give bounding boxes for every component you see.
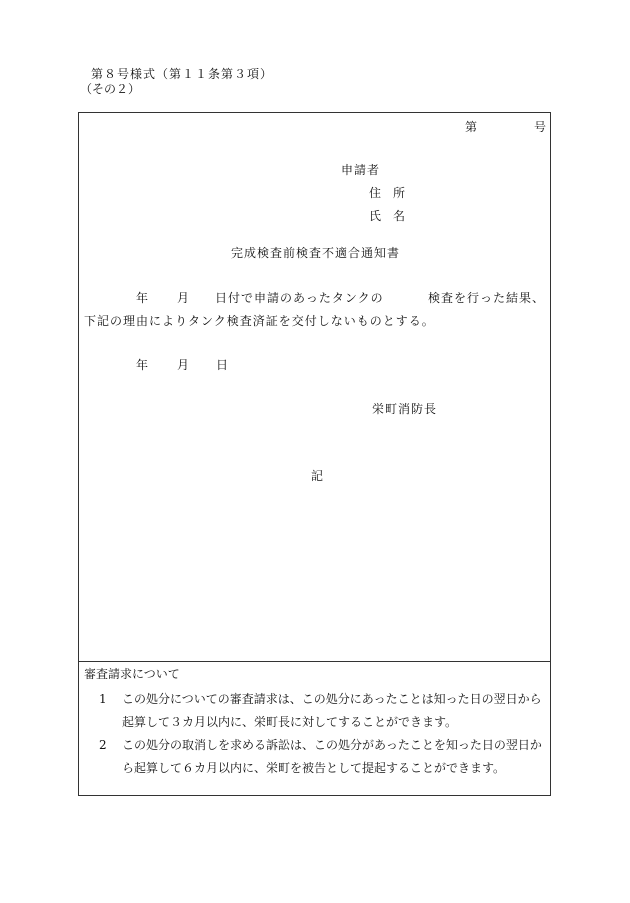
date-month: 月 <box>177 358 190 372</box>
notice-item-1-number: 1 <box>99 692 107 706</box>
applicant-label: 申請者 <box>341 163 381 177</box>
date-year: 年 <box>136 358 149 372</box>
notice-divider <box>79 661 550 662</box>
notice-heading: 審査請求について <box>84 667 180 681</box>
body-year: 年 <box>136 291 149 305</box>
document-title: 完成検査前検査不適合通知書 <box>231 246 401 260</box>
notice-form <box>78 112 551 796</box>
address-label: 住 所 <box>369 186 406 200</box>
name-label: 氏 名 <box>369 209 406 223</box>
date-day: 日 <box>216 358 229 372</box>
body-line1-end: 検査を行った結果、 <box>428 291 546 305</box>
form-number: 第８号様式（第１１条第３項） <box>91 67 274 81</box>
issuer: 栄町消防長 <box>372 402 438 416</box>
body-month: 月 <box>177 291 190 305</box>
body-line2: 下記の理由によりタンク検査済証を交付しないものとする。 <box>84 314 435 328</box>
form-sub-number: （その２） <box>80 82 141 96</box>
notice-item-1-text: この処分についての審査請求は、この処分にあったことは知った日の翌日から起算して３カ月以内に、栄町長に対してすることができます。 <box>122 692 542 729</box>
ki-label: 記 <box>311 469 324 483</box>
notice-item-2-text: この処分の取消しを求める訴訟は、この処分があったことを知った日の翌日から起算して６カ月以内に、栄町を被告として提起することができます。 <box>122 738 542 775</box>
notice-item-2-number: 2 <box>99 738 107 752</box>
doc-number-dai: 第 <box>465 120 478 134</box>
body-line1-mid: 日付で申請のあったタンクの <box>215 291 384 305</box>
doc-number-go: 号 <box>534 120 547 134</box>
